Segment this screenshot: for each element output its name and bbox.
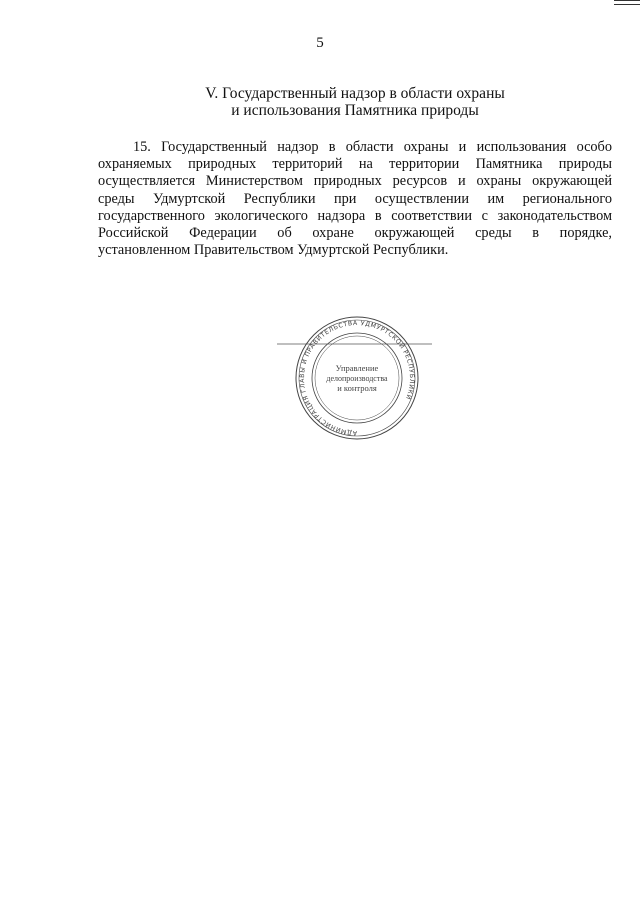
- official-stamp: [277, 316, 437, 441]
- paragraph-15: [98, 139, 612, 259]
- paragraph-line: 15. Государственный надзор в области охраны и использования особо: [133, 139, 612, 155]
- paragraph-line: охраняемых природных территорий на территории Памятника природы: [98, 156, 612, 173]
- paragraph-line: Российской Федерации об охране окружающей среды в порядке,: [98, 225, 612, 242]
- section-heading-line-2: и использования Памятника природы: [231, 102, 479, 119]
- paragraph-line: среды Удмуртской Республики при осуществлении им регионального: [98, 190, 612, 207]
- paragraph-line: осуществляется Министерством природных ресурсов и охраны окружающей: [98, 173, 612, 190]
- stamp-center-line-2: делопроизводства: [326, 374, 388, 383]
- stamp-center-line-3: и контроля: [337, 383, 377, 393]
- stamp-ring-textpath: АДМИНИСТРАЦИЯ ГЛАВЫ И ПРАВИТЕЛЬСТВА УДМУРТСКОЙ РЕСПУБЛИКИ: [298, 319, 416, 437]
- paragraph-line: установленном Правительством Удмуртской Республики.: [98, 242, 449, 259]
- stamp-center-line-1: Управление: [335, 363, 379, 373]
- section-heading: [120, 85, 590, 119]
- section-heading-line-1: V. Государственный надзор в области охраны: [205, 85, 505, 102]
- paragraph-line: государственного экологического надзора в соответствии с законодательством: [98, 207, 612, 224]
- page-number: 5: [316, 35, 324, 51]
- corner-scan-mark: [614, 0, 640, 5]
